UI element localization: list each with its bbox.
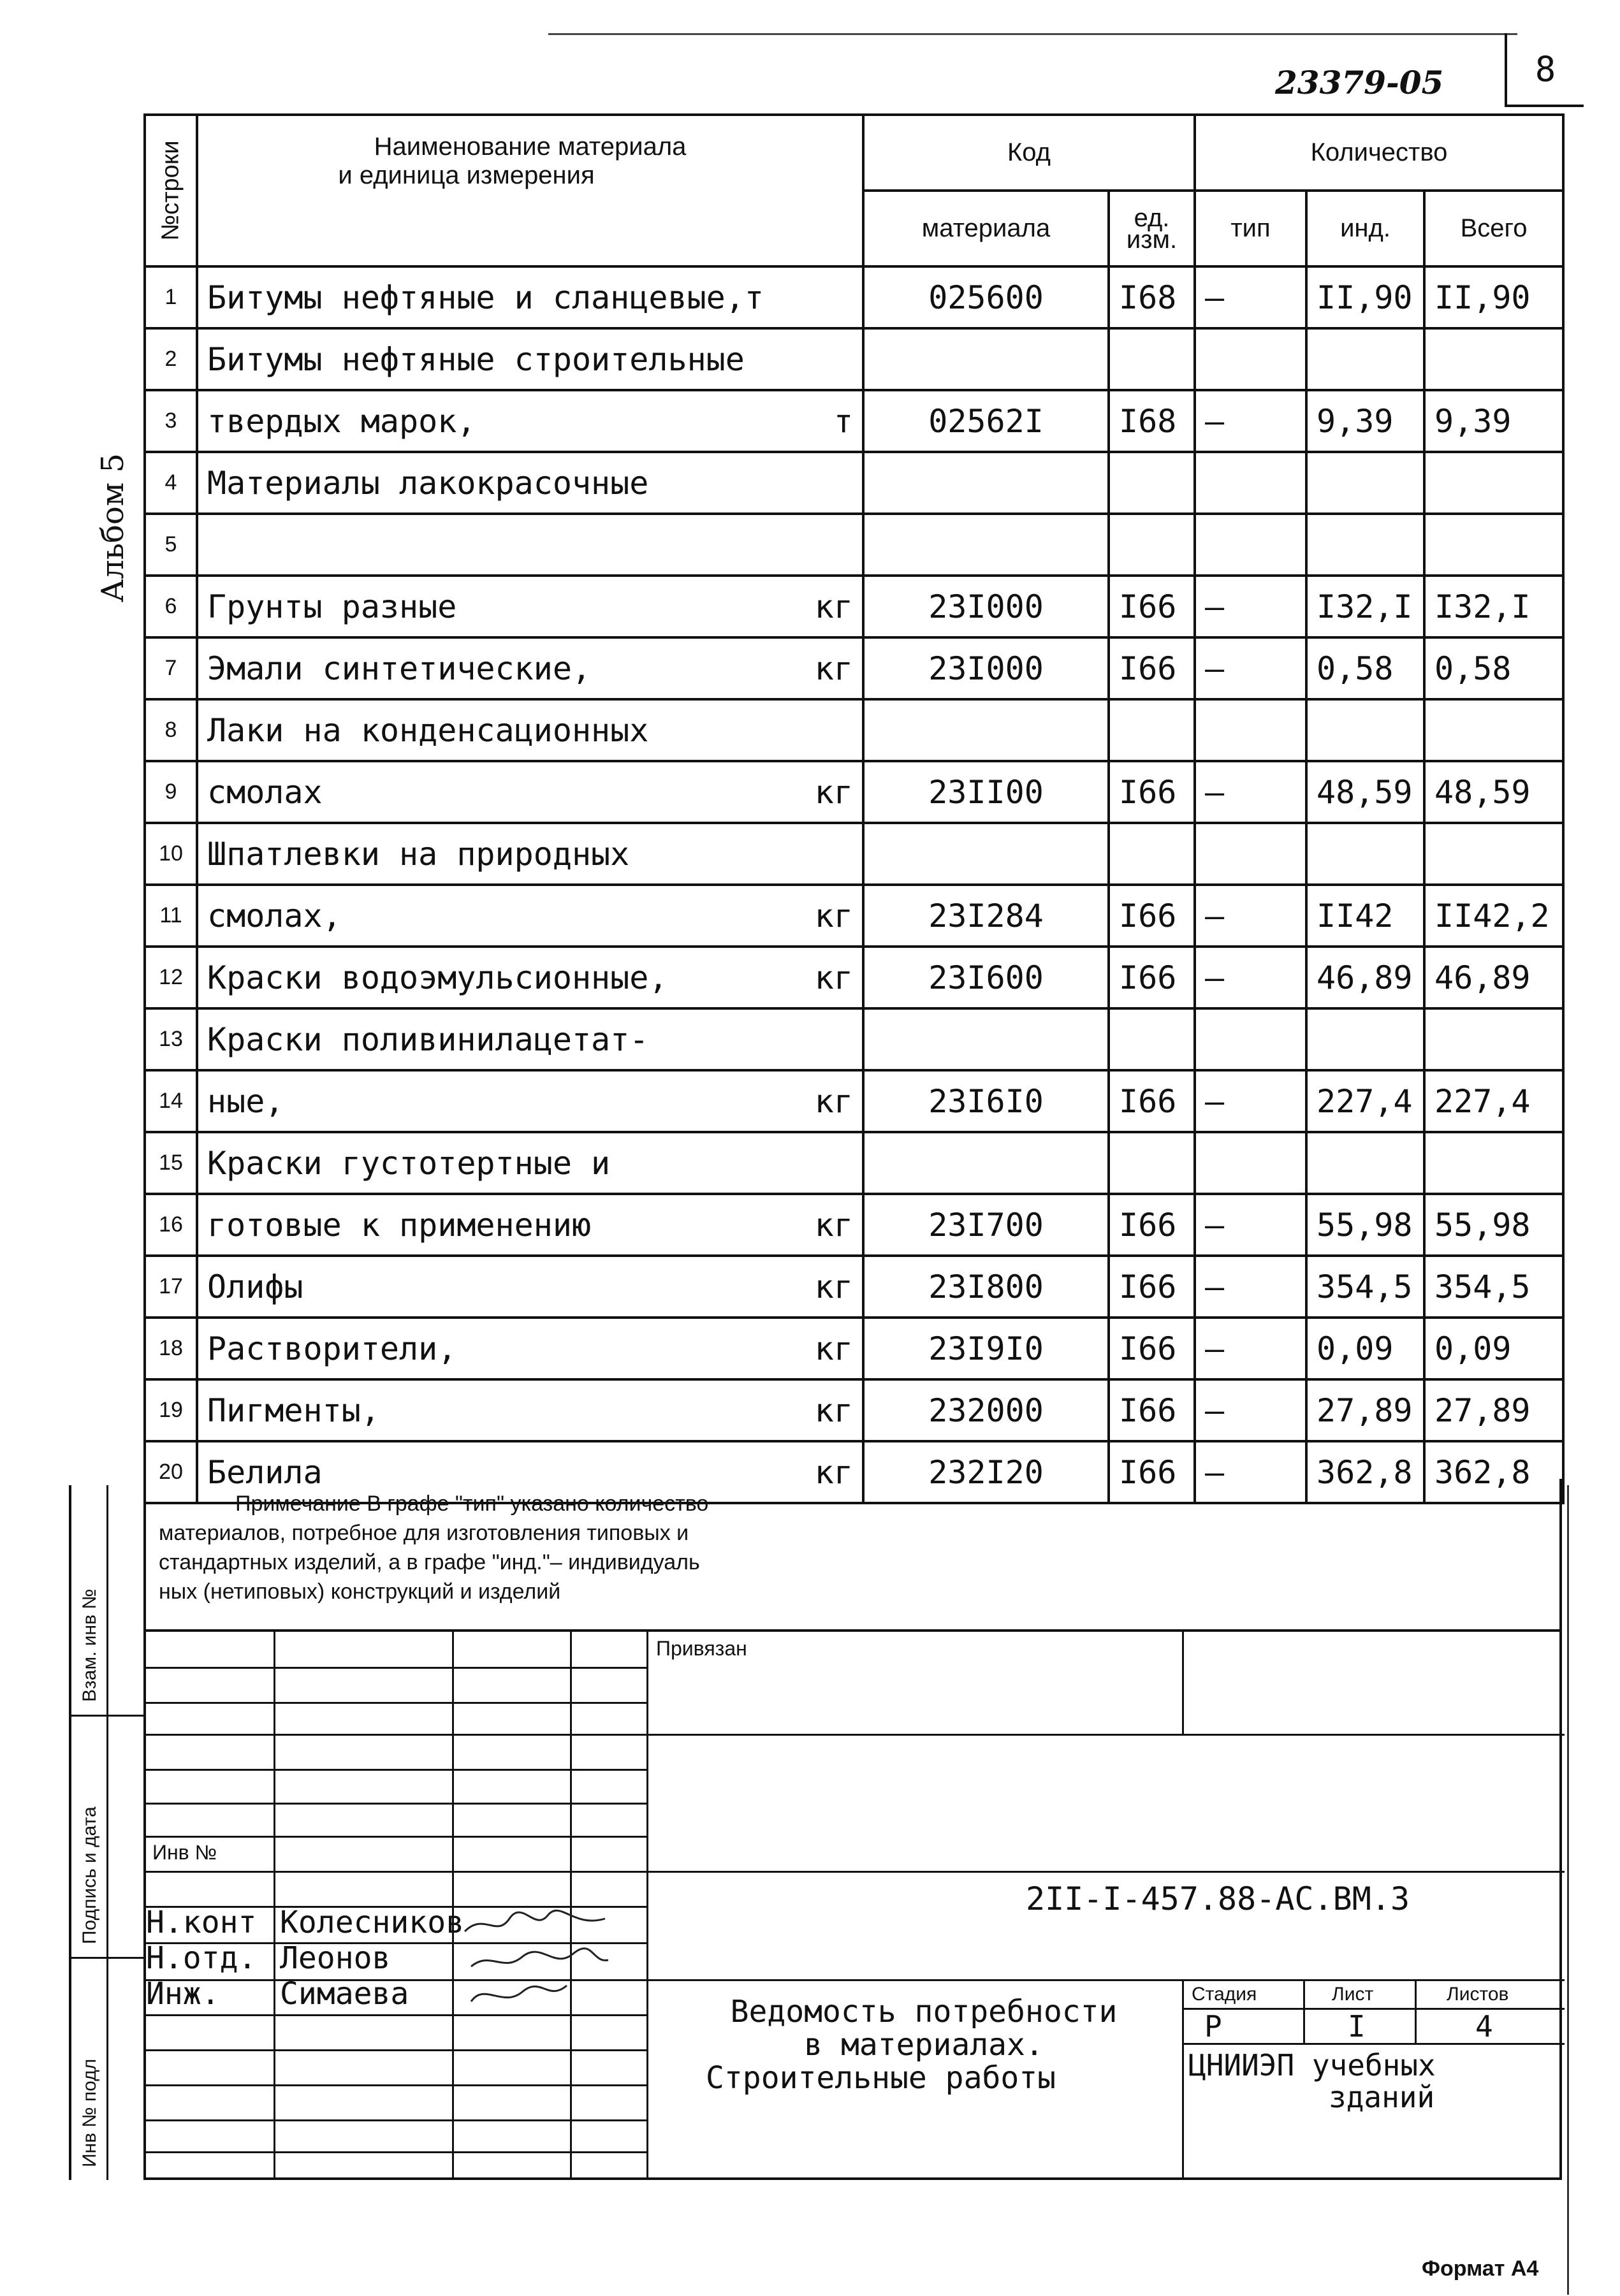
note-line: стандартных изделий, а в графе "инд."– индивидуаль [159, 1550, 700, 1574]
doc-title-line: Ведомость потребности [730, 1994, 1118, 2030]
right-rule [1567, 1485, 1569, 2295]
material-name [197, 1318, 863, 1379]
material-name-text: Краски густотертные и [207, 1144, 611, 1182]
material-code: 232000 [863, 1379, 1109, 1441]
tb-hline [146, 1702, 646, 1704]
material-name [197, 328, 863, 390]
type-qty: – [1195, 390, 1306, 452]
document-title [694, 1995, 1153, 2095]
sheet-number: 8 [1535, 48, 1556, 89]
type-qty: – [1195, 1256, 1306, 1318]
row-number: 10 [145, 823, 197, 885]
top-rule [548, 33, 1517, 35]
row-number: 14 [145, 1070, 197, 1132]
material-name [197, 1070, 863, 1132]
total-qty: 0,09 [1424, 1318, 1563, 1379]
sheets-label: Листов [1447, 1984, 1509, 2005]
material-name-text: смолах [207, 773, 323, 811]
row-number: 5 [145, 514, 197, 576]
material-code [863, 699, 1109, 761]
material-name [197, 1256, 863, 1318]
document-number: 23379-05 [1275, 64, 1444, 101]
total-qty [1424, 328, 1563, 390]
sheets-value: 4 [1475, 2009, 1493, 2044]
material-unit: т [833, 402, 853, 440]
organization [1188, 2049, 1436, 2113]
table-row [145, 390, 1563, 452]
material-name-text: смолах, [207, 897, 342, 934]
tb-hline [146, 1803, 646, 1805]
material-name-text: Пигменты, [207, 1391, 380, 1429]
total-qty [1424, 699, 1563, 761]
tb-hline [1182, 2043, 1565, 2045]
table-row [145, 1318, 1563, 1379]
margin-label-orig-inv: Инв № подл [79, 2058, 100, 2167]
unit-code [1109, 1132, 1195, 1194]
sheet-number-box [1505, 33, 1584, 107]
individual-qty: 362,8 [1306, 1441, 1424, 1503]
unit-code: I66 [1109, 1318, 1195, 1379]
material-code [863, 452, 1109, 514]
type-qty [1195, 452, 1306, 514]
material-unit: кг [814, 1453, 853, 1491]
type-qty [1195, 328, 1306, 390]
unit-code: I66 [1109, 885, 1195, 947]
sheet-value: I [1348, 2009, 1366, 2044]
material-name [197, 1194, 863, 1256]
individual-qty: 46,89 [1306, 947, 1424, 1008]
unit-code: I66 [1109, 1441, 1195, 1503]
person-name: Колесников [280, 1905, 464, 1940]
material-name [197, 1132, 863, 1194]
individual-qty: II42 [1306, 885, 1424, 947]
unit-code [1109, 1008, 1195, 1070]
doc-title-line: Строительные работы [706, 2060, 1056, 2096]
table-row [145, 761, 1563, 823]
tb-vline [1182, 1632, 1184, 1734]
unit-code [1109, 328, 1195, 390]
table-row [145, 1194, 1563, 1256]
individual-qty: 227,4 [1306, 1070, 1424, 1132]
material-name-text: Эмали синтетические, [207, 650, 592, 687]
margin-label-sign-date: Подпись и дата [79, 1806, 100, 1944]
material-name-text: Материалы лакокрасочные [207, 464, 649, 502]
header-total: Всего [1424, 191, 1563, 266]
total-qty: II,90 [1424, 266, 1563, 328]
unit-code: I68 [1109, 390, 1195, 452]
total-qty: 354,5 [1424, 1256, 1563, 1318]
material-name [197, 885, 863, 947]
individual-qty: 9,39 [1306, 390, 1424, 452]
material-name [197, 514, 863, 576]
table-row [145, 637, 1563, 699]
type-qty: – [1195, 266, 1306, 328]
type-qty: – [1195, 576, 1306, 637]
total-qty [1424, 1008, 1563, 1070]
margin-label-swap-inv: Взам. инв № [79, 1588, 100, 1702]
row-number: 19 [145, 1379, 197, 1441]
unit-code: I66 [1109, 1256, 1195, 1318]
table-row [145, 823, 1563, 885]
row-number: 11 [145, 885, 197, 947]
material-unit: кг [814, 897, 853, 934]
individual-qty: 354,5 [1306, 1256, 1424, 1318]
material-name-text: ные, [207, 1082, 284, 1120]
material-name-text: готовые к применению [207, 1206, 592, 1244]
material-name-text: Краски поливинилацетат- [207, 1021, 649, 1058]
tb-hline [146, 1769, 646, 1771]
material-name-text: Лаки на конденсационных [207, 711, 649, 749]
unit-code [1109, 699, 1195, 761]
tb-hline [146, 1667, 646, 1669]
material-code: 23I6I0 [863, 1070, 1109, 1132]
material-code [863, 1008, 1109, 1070]
individual-qty [1306, 452, 1424, 514]
material-code: 025600 [863, 266, 1109, 328]
material-name [197, 390, 863, 452]
header-name-line2: и единица измерения [338, 161, 595, 189]
total-qty [1424, 514, 1563, 576]
material-code: 23I700 [863, 1194, 1109, 1256]
material-code: 232I20 [863, 1441, 1109, 1503]
role-label: Н.конт [146, 1905, 257, 1940]
unit-code: I66 [1109, 947, 1195, 1008]
row-number: 7 [145, 637, 197, 699]
material-name [197, 266, 863, 328]
material-code [863, 328, 1109, 390]
material-name-text: Шпатлевки на природных [207, 835, 630, 873]
total-qty: 27,89 [1424, 1379, 1563, 1441]
title-block [143, 1632, 1562, 2180]
type-qty: – [1195, 1194, 1306, 1256]
header-unit-line1: ед. [1134, 203, 1170, 232]
row-number: 20 [145, 1441, 197, 1503]
header-row-number: №строки [145, 115, 197, 266]
header-material-name [197, 115, 863, 266]
role-label: Н.отд. [146, 1940, 257, 1976]
table-row [145, 947, 1563, 1008]
table-row [145, 452, 1563, 514]
type-qty: – [1195, 761, 1306, 823]
material-name-text: Грунты разные [207, 588, 457, 625]
unit-code [1109, 452, 1195, 514]
header-unit-code [1109, 191, 1195, 266]
album-label [77, 453, 153, 602]
material-code: 23I000 [863, 576, 1109, 637]
type-qty: – [1195, 1441, 1306, 1503]
row-number: 6 [145, 576, 197, 637]
unit-code: I66 [1109, 761, 1195, 823]
note-line: ных (нетиповых) конструкций и изделий [159, 1580, 561, 1604]
material-name-text: Олифы [207, 1268, 303, 1305]
unit-code: I66 [1109, 1070, 1195, 1132]
row-number: 1 [145, 266, 197, 328]
tb-hline [146, 1836, 646, 1838]
material-code [863, 1132, 1109, 1194]
row-number: 17 [145, 1256, 197, 1318]
material-name [197, 452, 863, 514]
material-code: 23I800 [863, 1256, 1109, 1318]
individual-qty [1306, 328, 1424, 390]
material-code: 23II00 [863, 761, 1109, 823]
tb-hline [146, 1871, 1565, 1873]
row-number: 4 [145, 452, 197, 514]
individual-qty: I32,I [1306, 576, 1424, 637]
left-margin-strip [69, 1485, 145, 2180]
tb-vline [1303, 1979, 1305, 2043]
tb-vline [1415, 1979, 1417, 2043]
tb-hline [146, 2151, 646, 2153]
total-qty: 48,59 [1424, 761, 1563, 823]
format-label: Формат А4 [1422, 2256, 1539, 2281]
individual-qty [1306, 699, 1424, 761]
material-name-text: Битумы нефтяные строительные [207, 340, 745, 378]
material-code: 02562I [863, 390, 1109, 452]
tb-vline [646, 1632, 648, 2180]
margin-vline [106, 1485, 108, 2180]
row-number: 8 [145, 699, 197, 761]
material-unit: кг [814, 1268, 853, 1305]
header-material-code: материала [863, 191, 1109, 266]
row-number: 2 [145, 328, 197, 390]
note-line: Примечание В графе "тип" указано количество [235, 1492, 709, 1516]
material-unit: кг [814, 773, 853, 811]
material-name [197, 823, 863, 885]
type-qty [1195, 823, 1306, 885]
unit-code [1109, 514, 1195, 576]
tb-hline [146, 2049, 646, 2051]
individual-qty [1306, 1008, 1424, 1070]
org-line: зданий [1329, 2080, 1435, 2114]
total-qty: I32,I [1424, 576, 1563, 637]
material-code [863, 823, 1109, 885]
unit-code: I66 [1109, 1379, 1195, 1441]
individual-qty [1306, 514, 1424, 576]
material-name [197, 637, 863, 699]
material-name [197, 1008, 863, 1070]
individual-qty: 0,09 [1306, 1318, 1424, 1379]
role-label: Инж. [146, 1976, 220, 2012]
individual-qty [1306, 1132, 1424, 1194]
person-name: Симаева [280, 1976, 409, 2012]
type-qty: – [1195, 947, 1306, 1008]
total-qty [1424, 452, 1563, 514]
material-code: 23I284 [863, 885, 1109, 947]
material-code: 23I600 [863, 947, 1109, 1008]
note-block [143, 1479, 1562, 1632]
material-name [197, 947, 863, 1008]
header-individual: инд. [1306, 191, 1424, 266]
table-row [145, 1070, 1563, 1132]
bound-label: Привязан [656, 1637, 747, 1660]
row-number: 12 [145, 947, 197, 1008]
table-row [145, 266, 1563, 328]
org-line: ЦНИИЭП учебных [1188, 2048, 1436, 2082]
header-type: тип [1195, 191, 1306, 266]
table-row [145, 1379, 1563, 1441]
type-qty: – [1195, 637, 1306, 699]
tb-hline [146, 1734, 1565, 1736]
unit-code: I66 [1109, 637, 1195, 699]
album-label-text: Альбом 5 [94, 453, 131, 602]
individual-qty: II,90 [1306, 266, 1424, 328]
table-row [145, 1132, 1563, 1194]
type-qty: – [1195, 1318, 1306, 1379]
material-code: 23I000 [863, 637, 1109, 699]
total-qty: 55,98 [1424, 1194, 1563, 1256]
tb-hline [146, 2119, 646, 2121]
material-name-text: твердых марок, [207, 402, 476, 440]
unit-code: I66 [1109, 576, 1195, 637]
row-number: 3 [145, 390, 197, 452]
header-unit-line2: изм. [1126, 225, 1178, 254]
header-code: Код [863, 115, 1195, 191]
row-number: 15 [145, 1132, 197, 1194]
row-number: 18 [145, 1318, 197, 1379]
material-unit: кг [814, 1330, 853, 1367]
note-line: материалов, потребное для изготовления типовых и [159, 1521, 689, 1545]
table-row [145, 514, 1563, 576]
table-row [145, 328, 1563, 390]
individual-qty: 55,98 [1306, 1194, 1424, 1256]
material-name-text: Растворители, [207, 1330, 457, 1367]
table-row [145, 699, 1563, 761]
materials-table [143, 113, 1565, 1504]
doc-title-line: в материалах. [804, 2027, 1044, 2063]
total-qty [1424, 1132, 1563, 1194]
material-name [197, 576, 863, 637]
table-row [145, 576, 1563, 637]
stage-label: Стадия [1192, 1984, 1257, 2005]
stage-value: Р [1204, 2009, 1222, 2044]
document-designation: 2II-I-457.88-АС.ВМ.3 [1026, 1880, 1410, 1917]
sheet-label: Лист [1332, 1984, 1374, 2005]
type-qty: – [1195, 1379, 1306, 1441]
tb-hline [146, 2084, 646, 2086]
individual-qty: 48,59 [1306, 761, 1424, 823]
material-name [197, 699, 863, 761]
individual-qty: 0,58 [1306, 637, 1424, 699]
material-name-text: Битумы нефтяные и сланцевые,т [207, 279, 764, 316]
total-qty: 362,8 [1424, 1441, 1563, 1503]
material-name-text: Краски водоэмульсионные, [207, 959, 668, 996]
unit-code: I68 [1109, 266, 1195, 328]
table-row [145, 1256, 1563, 1318]
total-qty [1424, 823, 1563, 885]
total-qty: 46,89 [1424, 947, 1563, 1008]
header-quantity: Количество [1195, 115, 1563, 191]
tb-hline [1182, 2008, 1565, 2010]
material-unit: кг [814, 959, 853, 996]
total-qty: 9,39 [1424, 390, 1563, 452]
material-unit: кг [814, 1391, 853, 1429]
type-qty: – [1195, 885, 1306, 947]
signatures-icon [458, 1906, 611, 2014]
material-unit: кг [814, 1082, 853, 1120]
row-number: 9 [145, 761, 197, 823]
material-unit: кг [814, 588, 853, 625]
row-number: 13 [145, 1008, 197, 1070]
unit-code [1109, 823, 1195, 885]
material-code [863, 514, 1109, 576]
total-qty: II42,2 [1424, 885, 1563, 947]
material-code: 23I9I0 [863, 1318, 1109, 1379]
material-unit: кг [814, 650, 853, 687]
material-unit: кг [814, 1206, 853, 1244]
material-name [197, 761, 863, 823]
type-qty [1195, 1008, 1306, 1070]
header-name-line1: Наименование материала [374, 133, 687, 161]
total-qty: 0,58 [1424, 637, 1563, 699]
material-name [197, 1379, 863, 1441]
inv-number-label: Инв № [152, 1841, 217, 1864]
individual-qty: 27,89 [1306, 1379, 1424, 1441]
individual-qty [1306, 823, 1424, 885]
total-qty: 227,4 [1424, 1070, 1563, 1132]
material-name-text: Белила [207, 1453, 323, 1491]
tb-hline [146, 2014, 646, 2016]
row-number: 16 [145, 1194, 197, 1256]
person-name: Леонов [280, 1940, 391, 1976]
unit-code: I66 [1109, 1194, 1195, 1256]
type-qty [1195, 699, 1306, 761]
type-qty [1195, 514, 1306, 576]
type-qty: – [1195, 1070, 1306, 1132]
table-row [145, 1008, 1563, 1070]
table-row [145, 885, 1563, 947]
type-qty [1195, 1132, 1306, 1194]
